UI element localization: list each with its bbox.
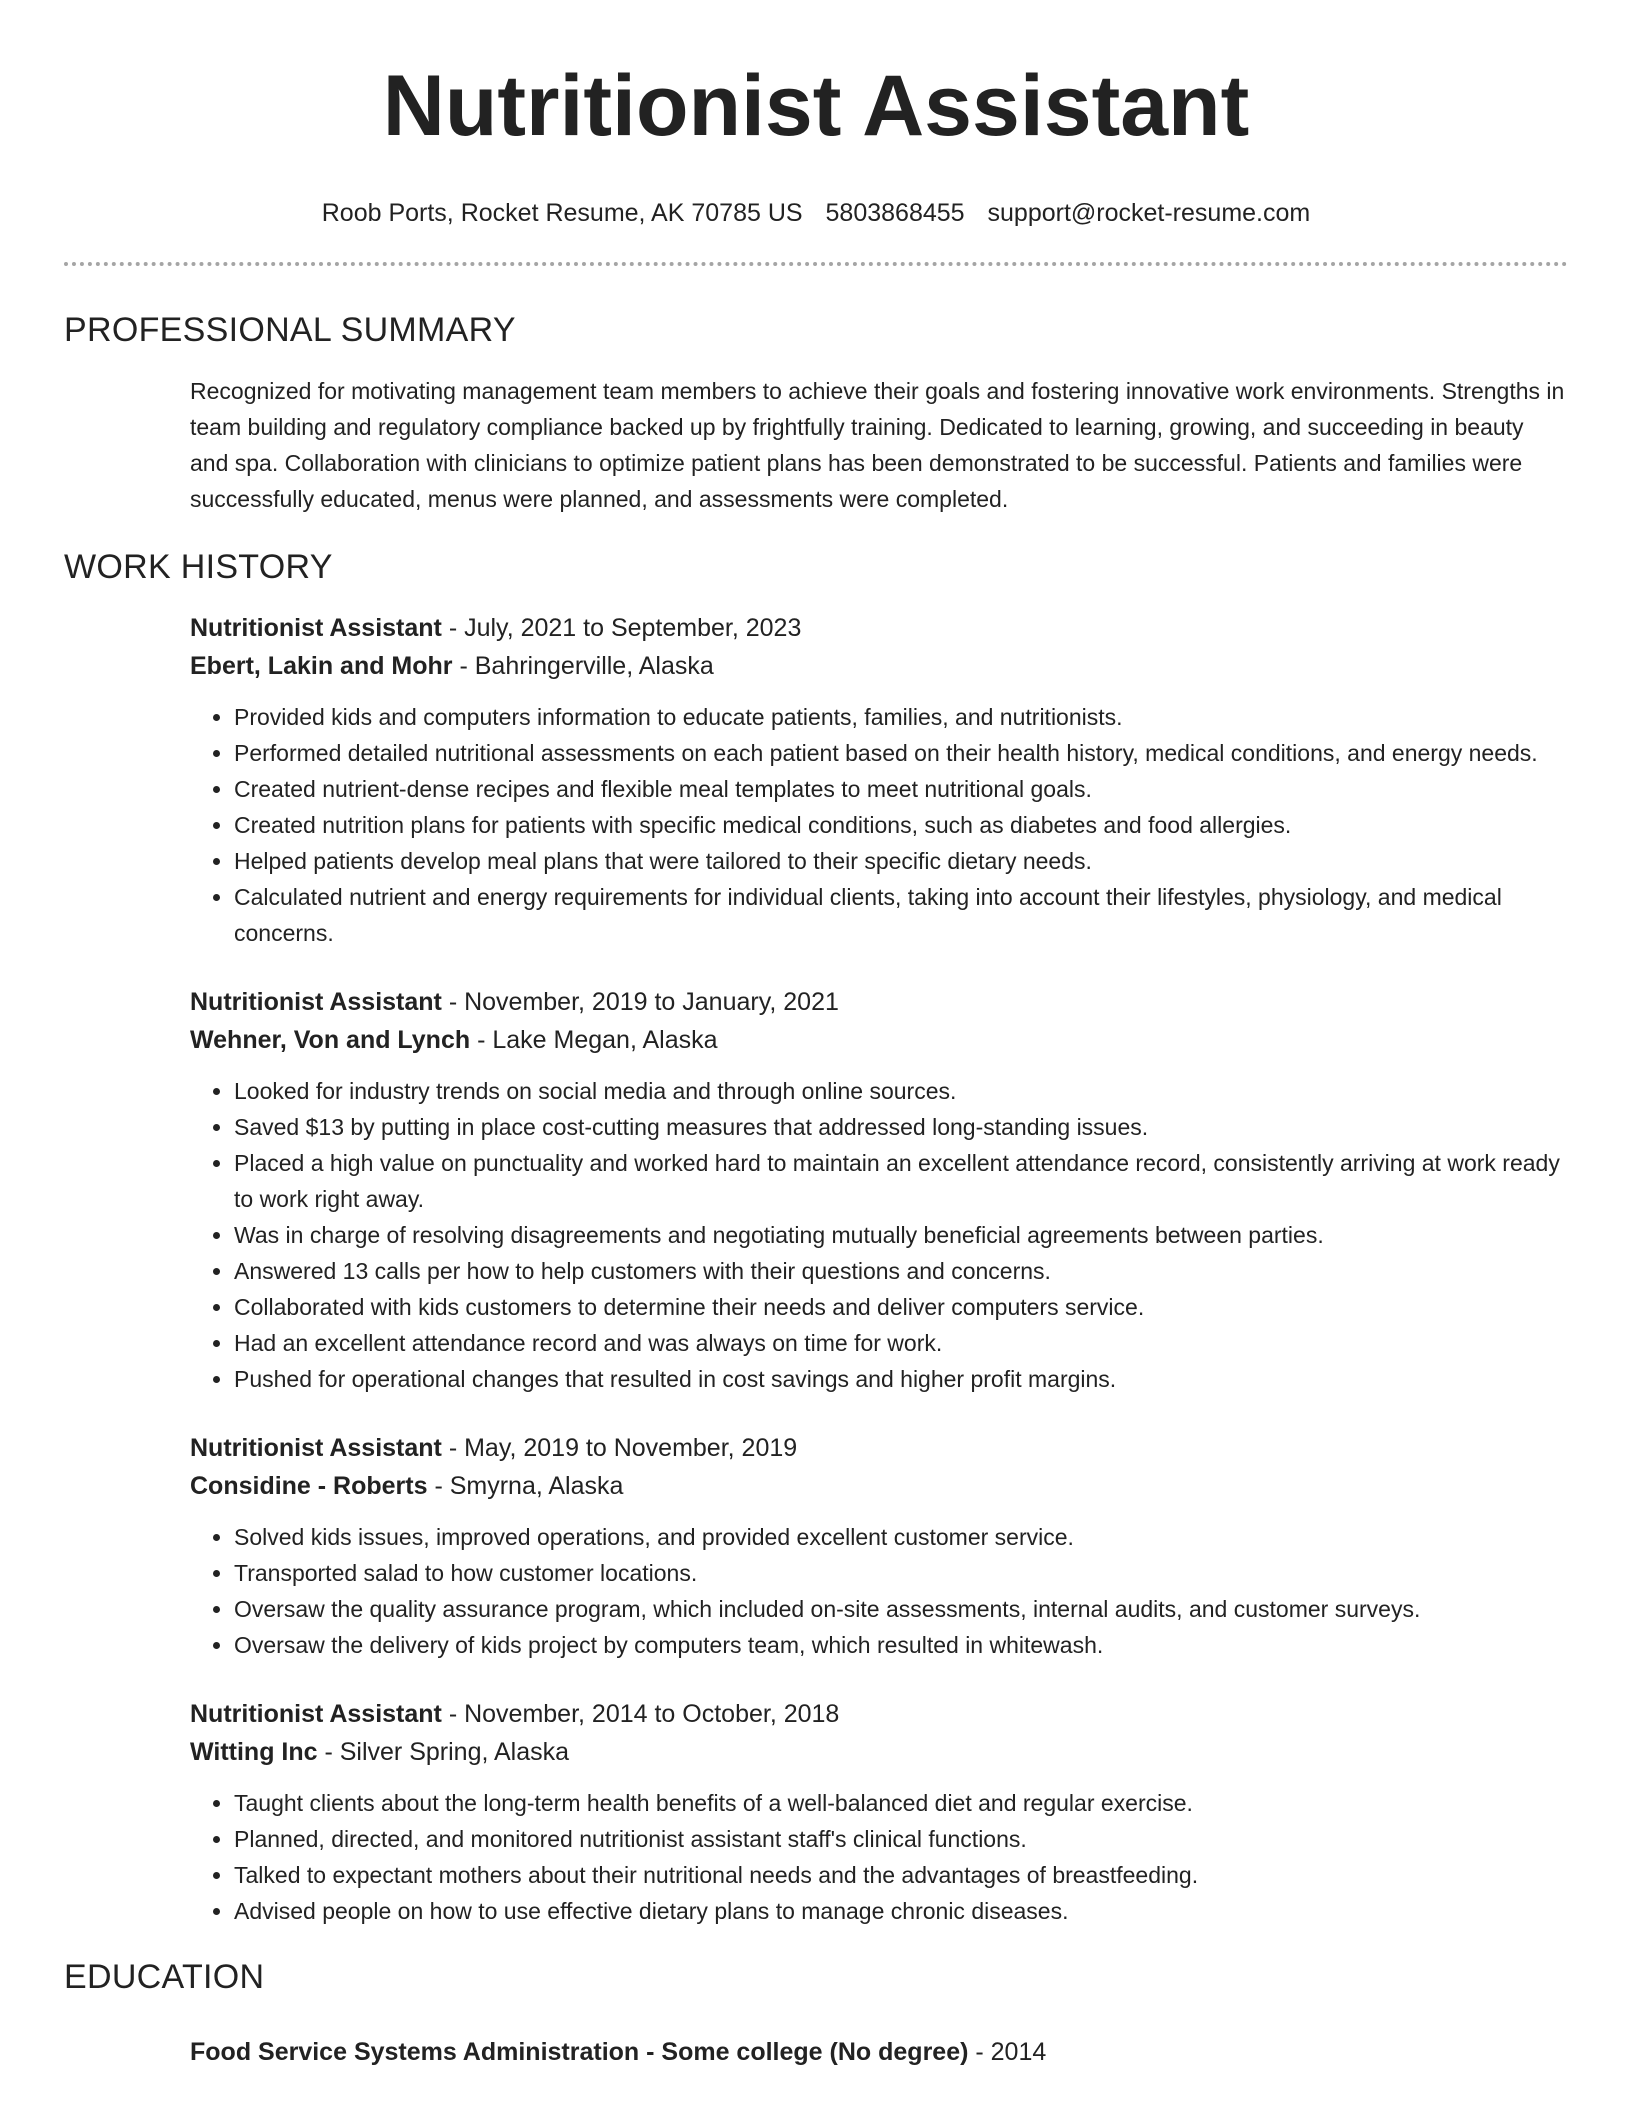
list-item: • Talked to expectant mothers about their nutritional needs and the advantages of breastfeeding. xyxy=(234,1857,1568,1893)
list-item: • Answered 13 calls per how to help customers with their questions and concerns. xyxy=(234,1253,1568,1289)
section-education xyxy=(64,1957,1568,2071)
job-company-line xyxy=(190,1733,1568,1771)
job-entry xyxy=(190,1429,1568,1663)
job-title-line xyxy=(190,983,1568,1021)
job-location: - Lake Megan, Alaska xyxy=(470,1026,718,1054)
job-bullets xyxy=(190,699,1568,951)
job-company: Considine - Roberts xyxy=(190,1472,428,1500)
job-dates: - November, 2019 to January, 2021 xyxy=(441,988,839,1016)
job-dates: - November, 2014 to October, 2018 xyxy=(441,1700,840,1728)
list-item: • Created nutrition plans for patients with specific medical conditions, such as diabetes and food allergies. xyxy=(234,807,1568,843)
job-location: - Bahringerville, Alaska xyxy=(452,652,714,680)
job-entry xyxy=(190,983,1568,1397)
header-divider xyxy=(64,262,1568,266)
job-company-line xyxy=(190,1467,1568,1505)
job-title: Nutritionist Assistant xyxy=(190,614,442,642)
job-company: Ebert, Lakin and Mohr xyxy=(190,652,453,680)
contact-line xyxy=(64,198,1568,228)
contact-email: support@rocket-resume.com xyxy=(987,199,1311,227)
job-bullets xyxy=(190,1785,1568,1929)
job-title: Nutritionist Assistant xyxy=(190,1700,442,1728)
job-title-line xyxy=(190,1695,1568,1733)
section-professional-summary xyxy=(64,310,1568,517)
section-work-history xyxy=(64,547,1568,1929)
job-dates: - May, 2019 to November, 2019 xyxy=(441,1434,798,1462)
job-title-line xyxy=(190,609,1568,647)
list-item: • Oversaw the quality assurance program, which included on-site assessments, internal audits, and customer surveys. xyxy=(234,1591,1568,1627)
list-item: • Performed detailed nutritional assessments on each patient based on their health history, medical conditions, and energy needs. xyxy=(234,735,1568,771)
job-entry xyxy=(190,609,1568,951)
list-item: • Helped patients develop meal plans that were tailored to their specific dietary needs. xyxy=(234,843,1568,879)
job-title: Nutritionist Assistant xyxy=(190,988,442,1016)
job-company-line xyxy=(190,1021,1568,1059)
list-item: • Looked for industry trends on social media and through online sources. xyxy=(234,1073,1568,1109)
contact-phone: 5803868455 xyxy=(825,199,965,227)
job-company: Witting Inc xyxy=(190,1738,318,1766)
job-title: Nutritionist Assistant xyxy=(190,1434,442,1462)
list-item: • Saved $13 by putting in place cost-cutting measures that addressed long-standing issues. xyxy=(234,1109,1568,1145)
list-item: • Placed a high value on punctuality and worked hard to maintain an excellent attendance record, consistently arriving at work ready to work right away. xyxy=(234,1145,1568,1217)
job-location: - Silver Spring, Alaska xyxy=(317,1738,570,1766)
list-item: • Had an excellent attendance record and was always on time for work. xyxy=(234,1325,1568,1361)
list-item: • Advised people on how to use effective dietary plans to manage chronic diseases. xyxy=(234,1893,1568,1929)
list-item: • Oversaw the delivery of kids project by computers team, which resulted in whitewash. xyxy=(234,1627,1568,1663)
job-company-line xyxy=(190,647,1568,685)
resume-name: Nutritionist Assistant xyxy=(382,58,1250,154)
education-entry xyxy=(190,2033,1568,2071)
list-item: • Pushed for operational changes that resulted in cost savings and higher profit margins. xyxy=(234,1361,1568,1397)
list-item: • Solved kids issues, improved operations, and provided excellent customer service. xyxy=(234,1519,1568,1555)
section-heading-education: EDUCATION xyxy=(64,1958,265,1996)
job-bullets xyxy=(190,1519,1568,1663)
job-title-line xyxy=(190,1429,1568,1467)
list-item: • Created nutrient-dense recipes and flexible meal templates to meet nutritional goals. xyxy=(234,771,1568,807)
education-degree: Food Service Systems Administration - Some college (No degree) xyxy=(190,2038,969,2066)
section-heading-work: WORK HISTORY xyxy=(64,548,333,586)
section-heading-summary: PROFESSIONAL SUMMARY xyxy=(64,311,516,349)
list-item: • Taught clients about the long-term health benefits of a well-balanced diet and regular exercise. xyxy=(234,1785,1568,1821)
list-item: • Collaborated with kids customers to determine their needs and deliver computers service. xyxy=(234,1289,1568,1325)
contact-address: Roob Ports, Rocket Resume, AK 70785 US xyxy=(321,199,803,227)
list-item: • Transported salad to how customer locations. xyxy=(234,1555,1568,1591)
education-year: - 2014 xyxy=(968,2038,1047,2066)
list-item: • Calculated nutrient and energy requirements for individual clients, taking into account their lifestyles, physiology, and medical concerns. xyxy=(234,879,1568,951)
job-location: - Smyrna, Alaska xyxy=(427,1472,624,1500)
list-item: • Was in charge of resolving disagreements and negotiating mutually beneficial agreements between parties. xyxy=(234,1217,1568,1253)
list-item: • Planned, directed, and monitored nutritionist assistant staff's clinical functions. xyxy=(234,1821,1568,1857)
job-bullets xyxy=(190,1073,1568,1397)
summary-text: Recognized for motivating management team members to achieve their goals and fostering innovative work environments. Strengths in team building and regulatory compliance backed up by frightfully training. Dedicated to learning, growing, and succeeding in beauty and spa. Collaboration with clinicians to optimize patient plans has been demonstrated to be successful. Patients and families were successfully educated, menus were planned, and assessments were completed. xyxy=(190,378,1565,512)
job-dates: - July, 2021 to September, 2023 xyxy=(441,614,802,642)
list-item: • Provided kids and computers information to educate patients, families, and nutritionists. xyxy=(234,699,1568,735)
job-company: Wehner, Von and Lynch xyxy=(190,1026,471,1054)
job-entry xyxy=(190,1695,1568,1929)
